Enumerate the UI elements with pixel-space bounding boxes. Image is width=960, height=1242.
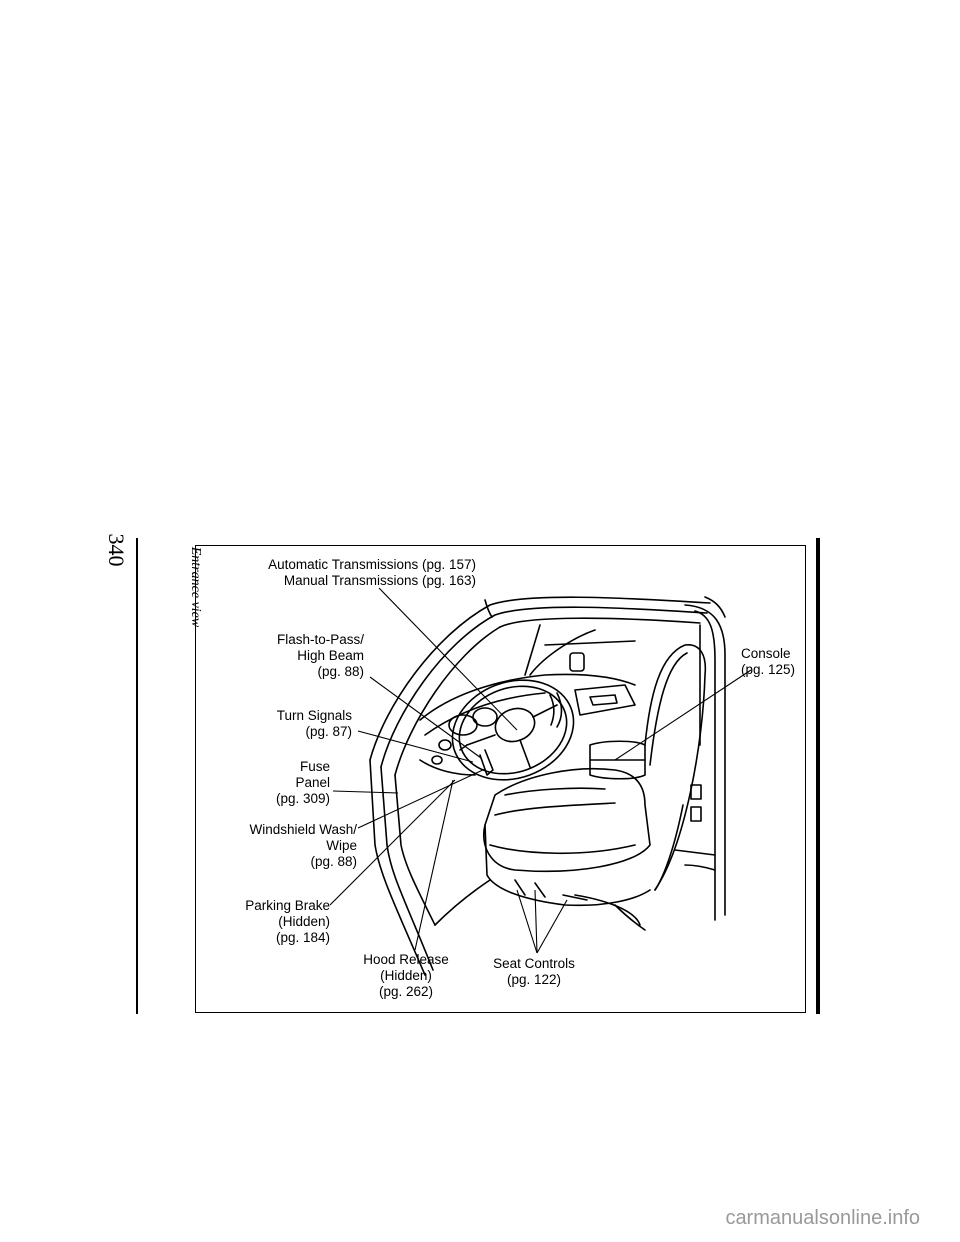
label-seat-controls-line1: Seat Controls (493, 956, 575, 971)
label-turn-signals-page: (pg. 87) (305, 724, 352, 739)
label-fuse-panel (276, 759, 330, 807)
label-turn-signals (277, 708, 352, 740)
label-fuse-panel-line1: Fuse (299, 759, 330, 774)
label-transmissions-manual: Manual Transmissions (pg. 163) (283, 573, 476, 588)
label-flash-to-pass-line2: High Beam (297, 648, 364, 663)
label-transmissions (268, 557, 476, 589)
label-parking-brake-line2: (Hidden) (278, 914, 330, 929)
left-rule (136, 538, 138, 1014)
label-console-page: (pg. 125) (741, 662, 796, 677)
label-windshield (249, 822, 357, 870)
label-hood-release-line1: Hood Release (363, 952, 449, 967)
label-windshield-line2: Wipe (326, 838, 357, 853)
label-hood-release (356, 952, 456, 1000)
label-hood-release-page: (pg. 262) (378, 984, 434, 999)
label-parking-brake-line1: Parking Brake (245, 898, 330, 913)
right-rule (816, 538, 820, 1014)
label-parking-brake (245, 898, 330, 946)
label-console-line1: Console (741, 646, 791, 661)
label-flash-to-pass-line1: Flash-to-Pass/ (276, 632, 364, 647)
label-flash-to-pass (277, 632, 364, 680)
watermark: carmanualsonline.info (725, 1207, 920, 1229)
label-windshield-line1: Windshield Wash/ (249, 822, 357, 837)
page-number: 340 (104, 533, 129, 567)
label-parking-brake-page: (pg. 184) (275, 930, 330, 945)
label-transmissions-automatic: Automatic Transmissions (pg. 157) (268, 557, 476, 572)
label-windshield-page: (pg. 88) (310, 854, 357, 869)
label-flash-to-pass-page: (pg. 88) (317, 664, 364, 679)
label-turn-signals-line1: Turn Signals (276, 708, 352, 723)
label-seat-controls (484, 956, 584, 988)
label-fuse-panel-page: (pg. 309) (275, 791, 330, 806)
label-seat-controls-page: (pg. 122) (506, 972, 562, 987)
label-fuse-panel-line2: Panel (295, 775, 330, 790)
section-title: Entrance view (188, 546, 203, 628)
label-console (741, 646, 795, 678)
label-hood-release-line2: (Hidden) (380, 968, 432, 983)
